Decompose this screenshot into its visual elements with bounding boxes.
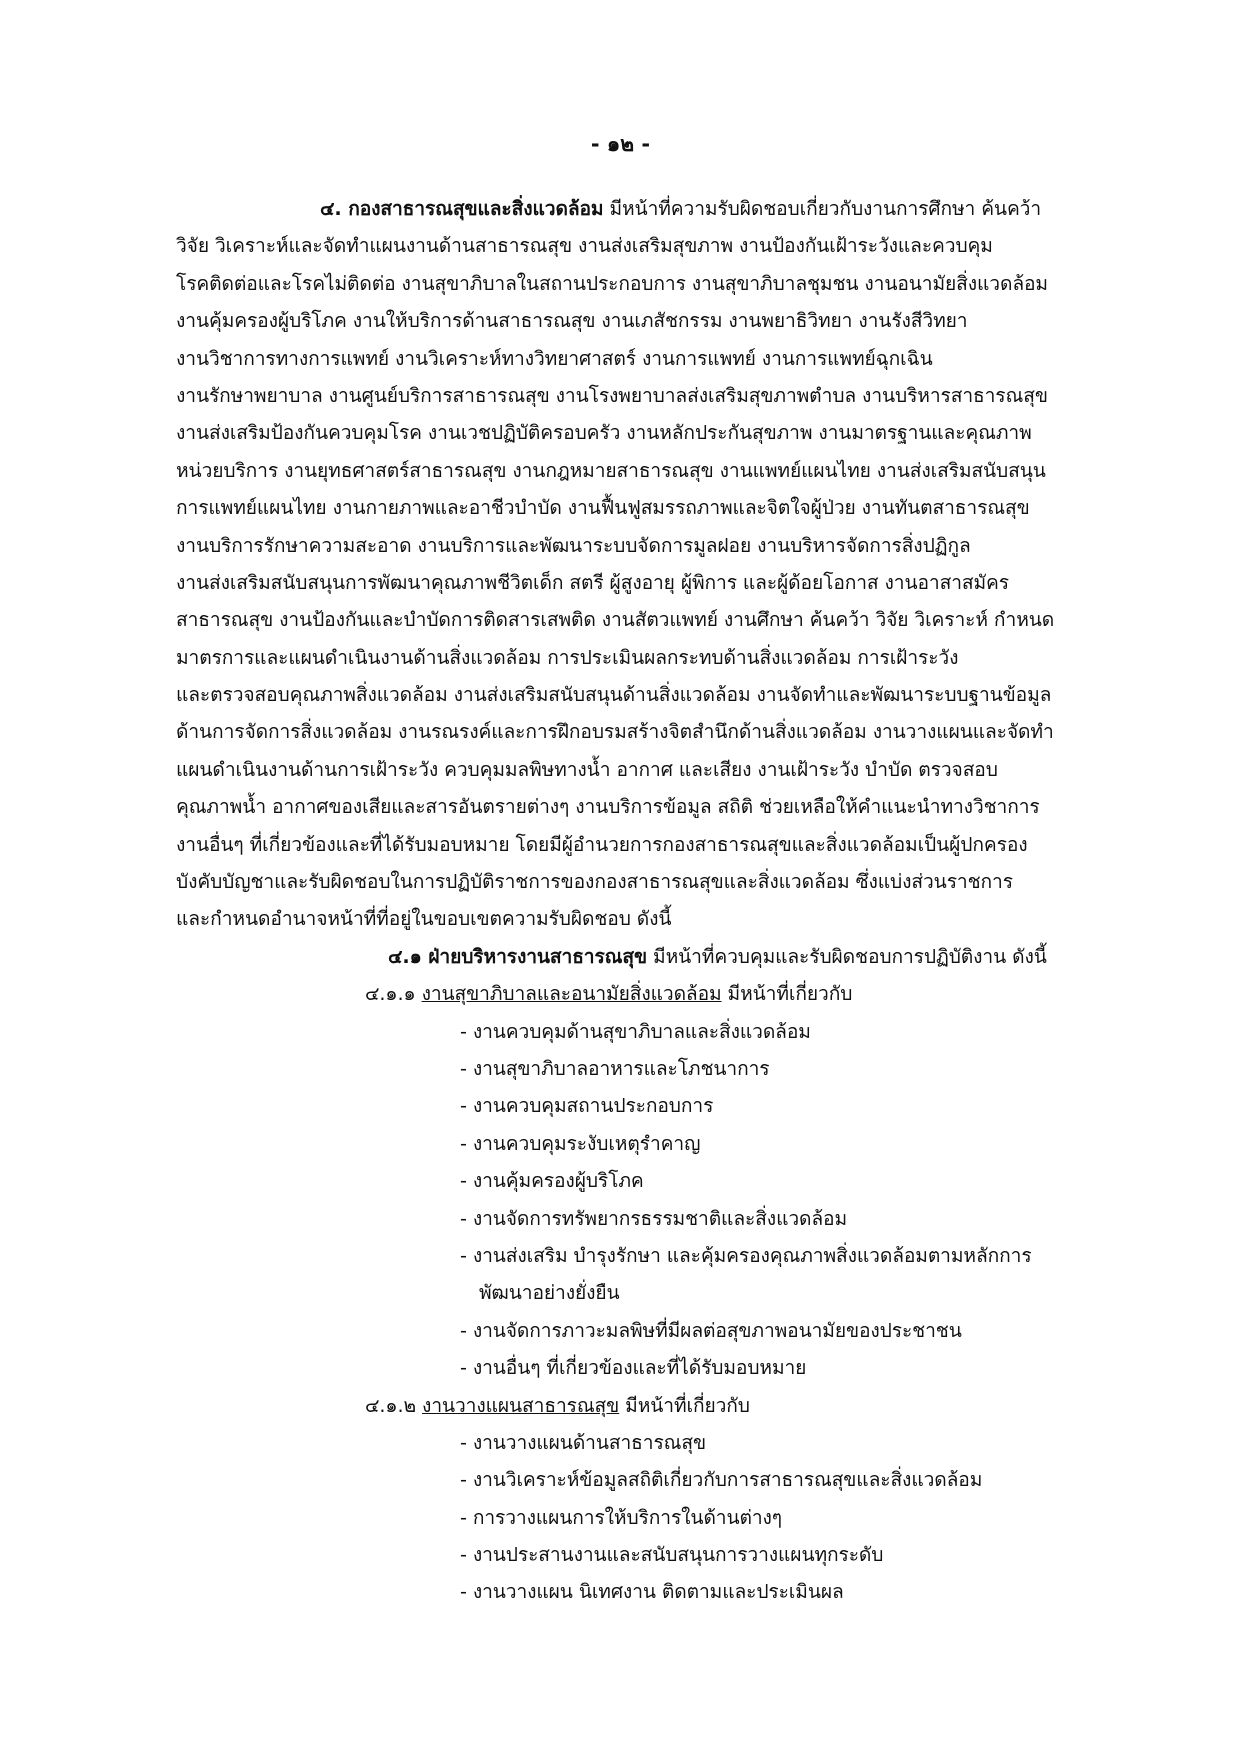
list-item: - งานจัดการภาวะมลพิษที่มีผลต่อสุขภาพอนามัยของประชาชน [460, 1318, 962, 1342]
paragraph-line: แผนดำเนินงานด้านการเฝ้าระวัง ควบคุมมลพิษทางน้ำ อากาศ และเสียง งานเฝ้าระวัง บำบัด ตรวจสอบ [176, 757, 998, 781]
paragraph-line: โรคติดต่อและโรคไม่ติดต่อ งานสุขาภิบาลในสถานประกอบการ งานสุขาภิบาลชุมชน งานอนามัยสิ่งแวดล้อม [176, 271, 1048, 295]
paragraph-line: มาตรการและแผนดำเนินงานด้านสิ่งแวดล้อม การประเมินผลกระทบด้านสิ่งแวดล้อม การเฝ้าระวัง [176, 645, 959, 669]
list-item: - งานควบคุมระงับเหตุรำคาญ [460, 1131, 701, 1155]
list-item: - งานวิเคราะห์ข้อมูลสถิติเกี่ยวกับการสาธารณสุขและสิ่งแวดล้อม [460, 1468, 983, 1492]
intro-text: มีหน้าที่ความรับผิดชอบเกี่ยวกับงานการศึกษา ค้นคว้า [603, 197, 1042, 220]
list-item: - การวางแผนการให้บริการในด้านต่างๆ [460, 1505, 783, 1529]
paragraph-line: หน่วยบริการ งานยุทธศาสตร์สาธารณสุข งานกฎหมายสาธารณสุข งานแพทย์แผนไทย งานส่งเสริมสนับสนุน [176, 458, 1046, 482]
paragraph-line: สาธารณสุข งานป้องกันและบำบัดการติดสารเสพติด งานสัตวแพทย์ งานศึกษา ค้นคว้า วิจัย วิเคราะห์ กำหนด [176, 608, 1055, 632]
list-item-continuation: พัฒนาอย่างยั่งยืน [479, 1281, 620, 1305]
paragraph-line: งานวิชาการทางการแพทย์ งานวิเคราะห์ทางวิทยาศาสตร์ งานการแพทย์ งานการแพทย์ฉุกเฉิน [176, 346, 933, 370]
document-body [176, 190, 1121, 1611]
section-heading: ๔. กองสาธารณสุขและสิ่งแวดล้อม [320, 197, 604, 220]
list-item: - งานสุขาภิบาลอาหารและโภชนาการ [460, 1056, 770, 1080]
paragraph-line: งานส่งเสริมป้องกันควบคุมโรค งานเวชปฏิบัติครอบครัว งานหลักประกันสุขภาพ งานมาตรฐานและคุณภาพ [176, 421, 1032, 445]
paragraph-line: บังคับบัญชาและรับผิดชอบในการปฏิบัติราชการของกองสาธารณสุขและสิ่งแวดล้อม ซึ่งแบ่งส่วนราชการ [176, 870, 1013, 894]
subsection-4-1-heading: ๔.๑ ฝ่ายบริหารงานสาธารณสุข [388, 944, 648, 968]
list-item: - งานวางแผน นิเทศงาน ติดตามและประเมินผล [460, 1580, 844, 1604]
paragraph-line: งานอื่นๆ ที่เกี่ยวข้องและที่ได้รับมอบหมาย โดยมีผู้อำนวยการกองสาธารณสุขและสิ่งแวดล้อมเป็นผู้ปกครอง [176, 832, 1028, 856]
paragraph-line: งานส่งเสริมสนับสนุนการพัฒนาคุณภาพชีวิตเด็ก สตรี ผู้สูงอายุ ผู้พิการ และผู้ด้อยโอกาส งานอาสาสมัคร [176, 570, 1009, 594]
list-item: - งานวางแผนด้านสาธารณสุข [460, 1430, 706, 1454]
subsection-4-1-2-title: งานวางแผนสาธารณสุข [422, 1393, 620, 1417]
paragraph-line: วิจัย วิเคราะห์และจัดทำแผนงานด้านสาธารณสุข งานส่งเสริมสุขภาพ งานป้องกันเฝ้าระวังและควบคุม [176, 234, 993, 258]
subsection-4-1-1-title: งานสุขาภิบาลและอนามัยสิ่งแวดล้อม [421, 982, 722, 1006]
list-item: - งานอื่นๆ ที่เกี่ยวข้องและที่ได้รับมอบหมาย [460, 1356, 807, 1380]
subsection-4-1-2-number: ๔.๑.๒ [365, 1393, 423, 1417]
list-item: - งานควบคุมสถานประกอบการ [460, 1094, 714, 1118]
paragraph-line: งานคุ้มครองผู้บริโภค งานให้บริการด้านสาธารณสุข งานเภสัชกรรม งานพยาธิวิทยา งานรังสีวิทยา [176, 309, 968, 333]
list-item: - งานจัดการทรัพยากรธรรมชาติและสิ่งแวดล้อม [460, 1206, 847, 1230]
list-item: - งานคุ้มครองผู้บริโภค [460, 1169, 644, 1193]
subsection-4-1-2-text: มีหน้าที่เกี่ยวกับ [619, 1393, 750, 1417]
list-item: - งานประสานงานและสนับสนุนการวางแผนทุกระดับ [460, 1543, 884, 1567]
paragraph-line: ด้านการจัดการสิ่งแวดล้อม งานรณรงค์และการฝึกอบรมสร้างจิตสำนึกด้านสิ่งแวดล้อม งานวางแผนและจัดทำ [176, 720, 1054, 744]
paragraph-line: งานรักษาพยาบาล งานศูนย์บริการสาธารณสุข งานโรงพยาบาลส่งเสริมสุขภาพตำบล งานบริหารสาธารณสุข [176, 383, 1048, 407]
intro-first-line [176, 190, 1121, 227]
subsection-4-1-text: มีหน้าที่ควบคุมและรับผิดชอบการปฏิบัติงาน ดังนี้ [647, 944, 1047, 968]
paragraph-line: การแพทย์แผนไทย งานกายภาพและอาชีวบำบัด งานฟื้นฟูสมรรถภาพและจิตใจผู้ป่วย งานทันตสาธารณสุข [176, 496, 1030, 520]
paragraph-line: งานบริการรักษาความสะอาด งานบริการและพัฒนาระบบจัดการมูลฝอย งานบริหารจัดการสิ่งปฏิกูล [176, 533, 971, 557]
paragraph-line: และตรวจสอบคุณภาพสิ่งแวดล้อม งานส่งเสริมสนับสนุนด้านสิ่งแวดล้อม งานจัดทำและพัฒนาระบบฐานข้อมูล [176, 683, 1052, 707]
paragraph-line: คุณภาพน้ำ อากาศของเสียและสารอันตรายต่างๆ งานบริการข้อมูล สถิติ ช่วยเหลือให้คำแนะนำทางวิชาการ [176, 795, 1040, 819]
subsection-4-1-line [176, 938, 1121, 975]
list-item: - งานควบคุมด้านสุขาภิบาลและสิ่งแวดล้อม [460, 1019, 811, 1043]
subsection-4-1-1-line [176, 975, 1121, 1012]
subsection-4-1-2-line [176, 1387, 1121, 1424]
paragraph-line: และกำหนดอำนาจหน้าที่ที่อยู่ในขอบเขตความรับผิดชอบ ดังนี้ [176, 907, 672, 931]
list-item: - งานส่งเสริม บำรุงรักษา และคุ้มครองคุณภาพสิ่งแวดล้อมตามหลักการ [460, 1243, 1032, 1267]
subsection-4-1-1-number: ๔.๑.๑ [365, 982, 422, 1006]
page-number: - ๑๒ - [590, 132, 651, 156]
subsection-4-1-1-text: มีหน้าที่เกี่ยวกับ [721, 982, 853, 1006]
